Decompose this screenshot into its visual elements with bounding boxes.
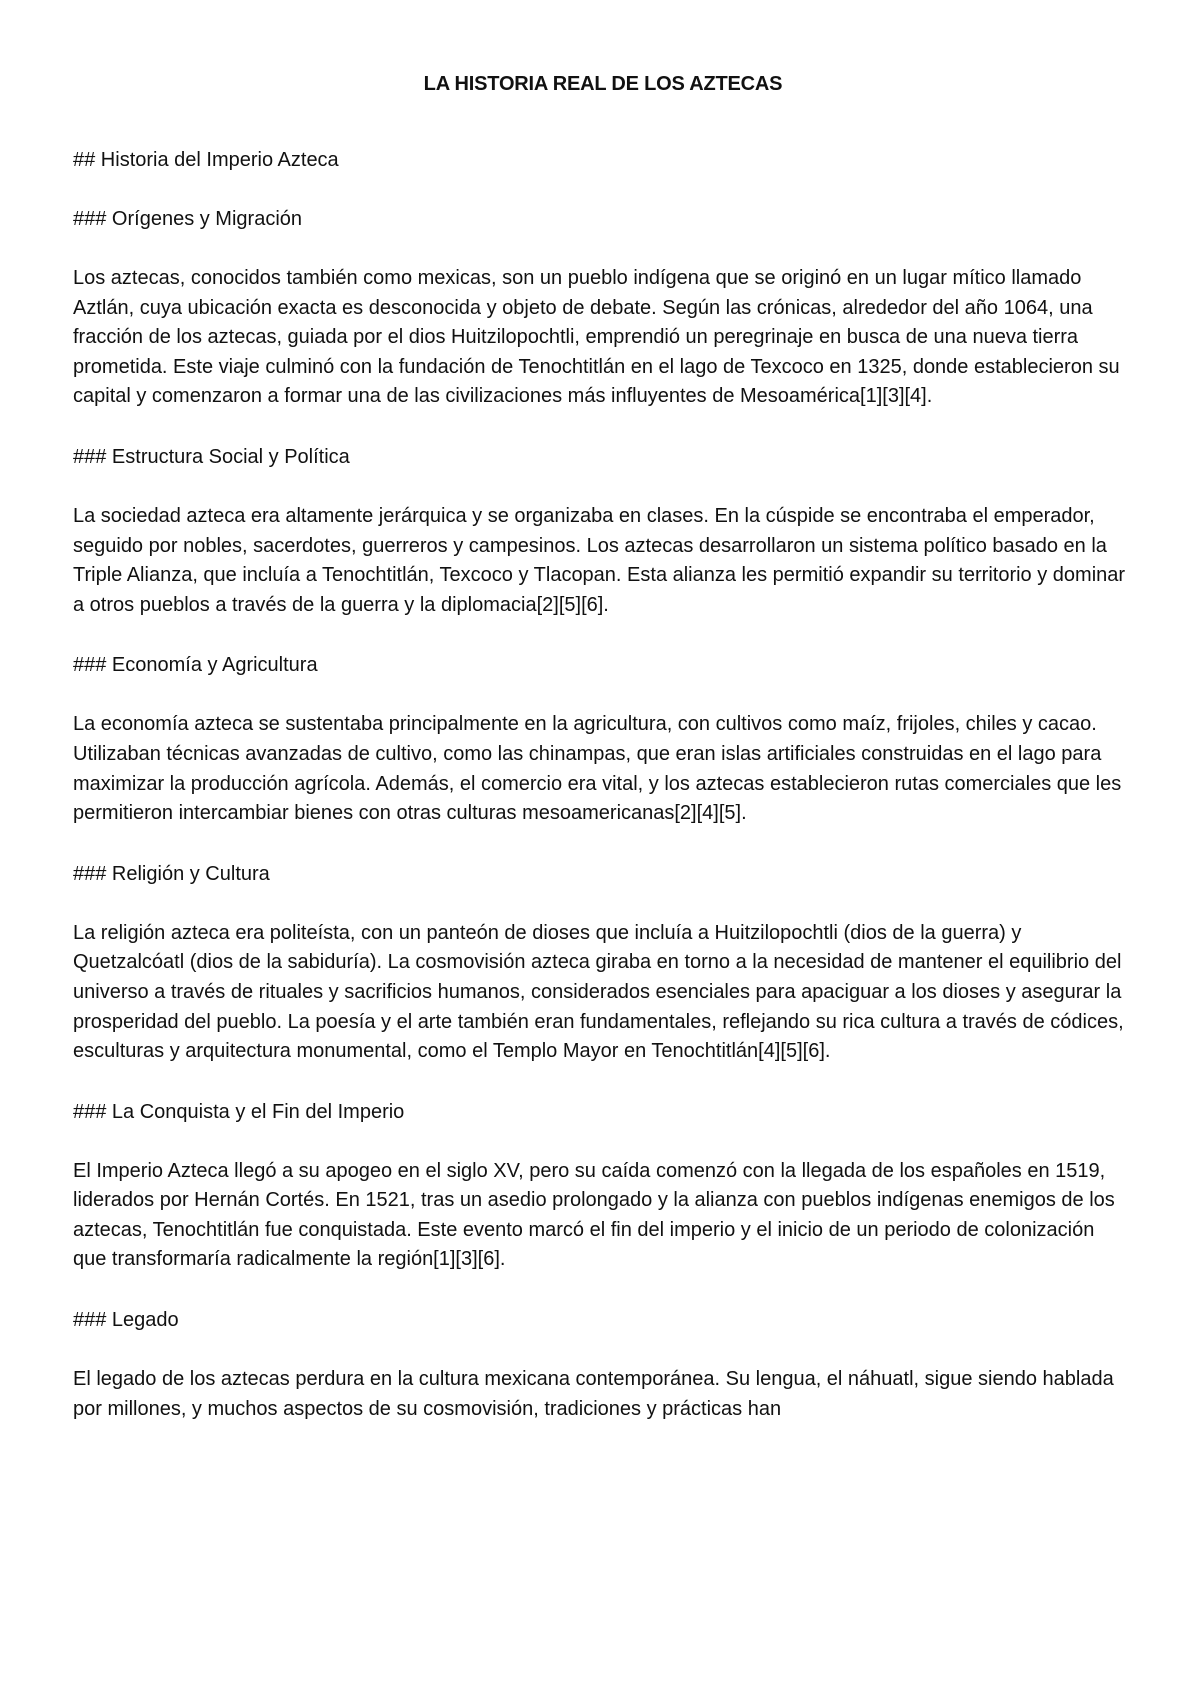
paragraph-religion: La religión azteca era politeísta, con un panteón de dioses que incluía a Huitzilopochtli (dios de la guerra) y Quetzalcóatl (dios de la sabiduría). La cosmovisión azteca giraba en torno a la necesidad de mantener el equilibrio del universo a través de rituales y sacrificios humanos, considerados esenciales para apaciguar a los dioses y asegurar la prosperidad del pueblo. La poesía y el arte también eran fundamentales, reflejando su rica cultura a través de códices, esculturas y arquitectura monumental, como el Templo Mayor en Tenochtitlán[4][5][6]. bbox=[73, 921, 1124, 1063]
heading-estructura: ### Estructura Social y Política bbox=[73, 445, 350, 468]
heading-legado: ### Legado bbox=[73, 1309, 179, 1332]
heading-religion: ### Religión y Cultura bbox=[73, 862, 270, 885]
paragraph-legado: El legado de los aztecas perdura en la cultura mexicana contemporánea. Su lengua, el náhuatl, sigue siendo hablada por millones, y muchos aspectos de su cosmovisión, tradiciones y prácticas han bbox=[73, 1368, 1114, 1420]
paragraph-economia: La economía azteca se sustentaba principalmente en la agricultura, con cultivos como maíz, frijoles, chiles y cacao. Utilizaban técnicas avanzadas de cultivo, como las chinampas, que eran islas artificiales construidas en el lago para maximizar la producción agrícola. Además, el comercio era vital, y los aztecas establecieron rutas comerciales que les permitieron intercambiar bienes con otras culturas mesoamericanas[2][4][5]. bbox=[73, 713, 1122, 825]
section-heading-historia: ## Historia del Imperio Azteca bbox=[73, 149, 339, 171]
paragraph-origenes: Los aztecas, conocidos también como mexicas, son un pueblo indígena que se originó en un lugar mítico llamado Aztlán, cuya ubicación exacta es desconocida y objeto de debate. Según las crónicas, alrededor del año 1064, una fracción de los aztecas, guiada por el dios Huitzilopochtli, emprendió un peregrinaje en busca de una nueva tierra prometida. Este viaje culminó con la fundación de Tenochtitlán en el lago de Texcoco en 1325, donde establecieron su capital y comenzaron a formar una de las civilizaciones más influyentes de Mesoamérica[1][3][4]. bbox=[73, 267, 1120, 408]
heading-origenes: ### Orígenes y Migración bbox=[73, 208, 303, 230]
heading-conquista: ### La Conquista y el Fin del Imperio bbox=[73, 1100, 405, 1123]
paragraph-estructura: La sociedad azteca era altamente jerárquica y se organizaba en clases. En la cúspide se encontraba el emperador, seguido por nobles, sacerdotes, guerreros y campesinos. Los aztecas desarrollaron un sistema político basado en la Triple Alianza, que incluía a Tenochtitlán, Texcoco y Tlacopan. Esta alianza les permitió expandir su territorio y dominar a otros pueblos a través de la guerra y la diplomacia[2][5][6]. bbox=[73, 504, 1126, 616]
heading-economia: ### Economía y Agricultura bbox=[73, 654, 318, 677]
document-title: LA HISTORIA REAL DE LOS AZTECAS bbox=[423, 73, 783, 95]
document-page bbox=[73, 70, 1133, 1424]
paragraph-conquista: El Imperio Azteca llegó a su apogeo en el siglo XV, pero su caída comenzó con la llegada de los españoles en 1519, liderados por Hernán Cortés. En 1521, tras un asedio prolongado y la alianza con pueblos indígenas enemigos de los aztecas, Tenochtitlán fue conquistada. Este evento marcó el fin del imperio y el inicio de un periodo de colonización que transformaría radicalmente la región[1][3][6]. bbox=[73, 1159, 1115, 1271]
